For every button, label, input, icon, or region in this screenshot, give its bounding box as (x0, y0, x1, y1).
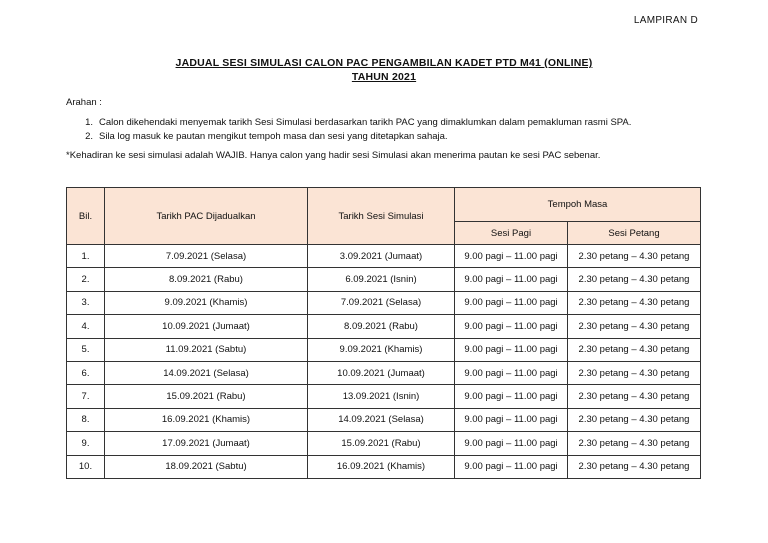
cell-tarikh-simulasi: 9.09.2021 (Khamis) (308, 338, 455, 361)
cell-tarikh-simulasi: 16.09.2021 (Khamis) (308, 455, 455, 478)
cell-sesi-petang: 2.30 petang – 4.30 petang (568, 291, 701, 314)
cell-bil: 2. (67, 268, 105, 291)
table-header-row (67, 188, 701, 222)
instruction-text: Sila log masuk ke pautan mengikut tempoh masa dan sesi yang ditetapkan sahaja. (99, 131, 448, 142)
cell-tarikh-pac: 10.09.2021 (Jumaat) (105, 315, 308, 338)
cell-sesi-pagi: 9.00 pagi – 11.00 pagi (455, 245, 568, 268)
table-row (67, 315, 701, 338)
cell-sesi-pagi: 9.00 pagi – 11.00 pagi (455, 408, 568, 431)
instruction-number: 2. (85, 131, 93, 142)
instruction-number: 1. (85, 117, 93, 128)
header-bil: Bil. (67, 188, 105, 245)
cell-sesi-petang: 2.30 petang – 4.30 petang (568, 432, 701, 455)
cell-tarikh-pac: 16.09.2021 (Khamis) (105, 408, 308, 431)
cell-tarikh-simulasi: 10.09.2021 (Jumaat) (308, 361, 455, 384)
cell-bil: 7. (67, 385, 105, 408)
cell-sesi-pagi: 9.00 pagi – 11.00 pagi (455, 338, 568, 361)
cell-tarikh-simulasi: 15.09.2021 (Rabu) (308, 432, 455, 455)
table-row (67, 361, 701, 384)
cell-bil: 1. (67, 245, 105, 268)
cell-tarikh-pac: 7.09.2021 (Selasa) (105, 245, 308, 268)
cell-tarikh-simulasi: 6.09.2021 (Isnin) (308, 268, 455, 291)
instructions-label: Arahan : (66, 97, 102, 108)
header-tempoh-masa: Tempoh Masa (455, 188, 701, 222)
cell-sesi-petang: 2.30 petang – 4.30 petang (568, 315, 701, 338)
appendix-label: LAMPIRAN D (633, 15, 698, 26)
cell-bil: 4. (67, 315, 105, 338)
attendance-note: *Kehadiran ke sesi simulasi adalah WAJIB. Hanya calon yang hadir sesi Simulasi akan menerima pautan ke sesi PAC sebenar. (66, 150, 601, 161)
cell-tarikh-pac: 11.09.2021 (Sabtu) (105, 338, 308, 361)
table-row (67, 432, 701, 455)
cell-bil: 6. (67, 361, 105, 384)
instructions-list (66, 116, 631, 144)
cell-sesi-petang: 2.30 petang – 4.30 petang (568, 385, 701, 408)
cell-bil: 5. (67, 338, 105, 361)
schedule-table (66, 187, 701, 479)
header-sesi-petang: Sesi Petang (568, 222, 701, 245)
cell-tarikh-simulasi: 13.09.2021 (Isnin) (308, 385, 455, 408)
cell-sesi-petang: 2.30 petang – 4.30 petang (568, 338, 701, 361)
cell-tarikh-pac: 14.09.2021 (Selasa) (105, 361, 308, 384)
cell-sesi-petang: 2.30 petang – 4.30 petang (568, 455, 701, 478)
table-body (67, 245, 701, 479)
document-title: JADUAL SESI SIMULASI CALON PAC PENGAMBILAN KADET PTD M41 (ONLINE) (175, 57, 593, 69)
cell-tarikh-pac: 15.09.2021 (Rabu) (105, 385, 308, 408)
header-sesi-pagi: Sesi Pagi (455, 222, 568, 245)
cell-sesi-pagi: 9.00 pagi – 11.00 pagi (455, 432, 568, 455)
table-row (67, 245, 701, 268)
cell-sesi-pagi: 9.00 pagi – 11.00 pagi (455, 361, 568, 384)
cell-sesi-pagi: 9.00 pagi – 11.00 pagi (455, 385, 568, 408)
table-row (67, 408, 701, 431)
table-row (67, 455, 701, 478)
table-row (67, 291, 701, 314)
table-row (67, 338, 701, 361)
cell-tarikh-pac: 17.09.2021 (Jumaat) (105, 432, 308, 455)
cell-tarikh-simulasi: 3.09.2021 (Jumaat) (308, 245, 455, 268)
instruction-item (66, 130, 631, 144)
cell-sesi-pagi: 9.00 pagi – 11.00 pagi (455, 268, 568, 291)
instruction-text: Calon dikehendaki menyemak tarikh Sesi Simulasi berdasarkan tarikh PAC yang dimaklumkan dalam pemakluman rasmi SPA. (99, 117, 632, 128)
cell-sesi-petang: 2.30 petang – 4.30 petang (568, 268, 701, 291)
table-row (67, 385, 701, 408)
cell-bil: 3. (67, 291, 105, 314)
cell-tarikh-pac: 9.09.2021 (Khamis) (105, 291, 308, 314)
cell-tarikh-simulasi: 8.09.2021 (Rabu) (308, 315, 455, 338)
document-subtitle-year: TAHUN 2021 (351, 71, 417, 83)
cell-tarikh-pac: 18.09.2021 (Sabtu) (105, 455, 308, 478)
cell-sesi-petang: 2.30 petang – 4.30 petang (568, 408, 701, 431)
cell-bil: 10. (67, 455, 105, 478)
cell-tarikh-simulasi: 7.09.2021 (Selasa) (308, 291, 455, 314)
cell-sesi-petang: 2.30 petang – 4.30 petang (568, 361, 701, 384)
table-row (67, 268, 701, 291)
header-tarikh-simulasi: Tarikh Sesi Simulasi (308, 188, 455, 245)
cell-bil: 9. (67, 432, 105, 455)
cell-tarikh-pac: 8.09.2021 (Rabu) (105, 268, 308, 291)
cell-bil: 8. (67, 408, 105, 431)
instruction-item (66, 116, 631, 130)
cell-sesi-pagi: 9.00 pagi – 11.00 pagi (455, 455, 568, 478)
cell-sesi-pagi: 9.00 pagi – 11.00 pagi (455, 291, 568, 314)
cell-sesi-pagi: 9.00 pagi – 11.00 pagi (455, 315, 568, 338)
cell-sesi-petang: 2.30 petang – 4.30 petang (568, 245, 701, 268)
header-tarikh-pac: Tarikh PAC Dijadualkan (105, 188, 308, 245)
cell-tarikh-simulasi: 14.09.2021 (Selasa) (308, 408, 455, 431)
